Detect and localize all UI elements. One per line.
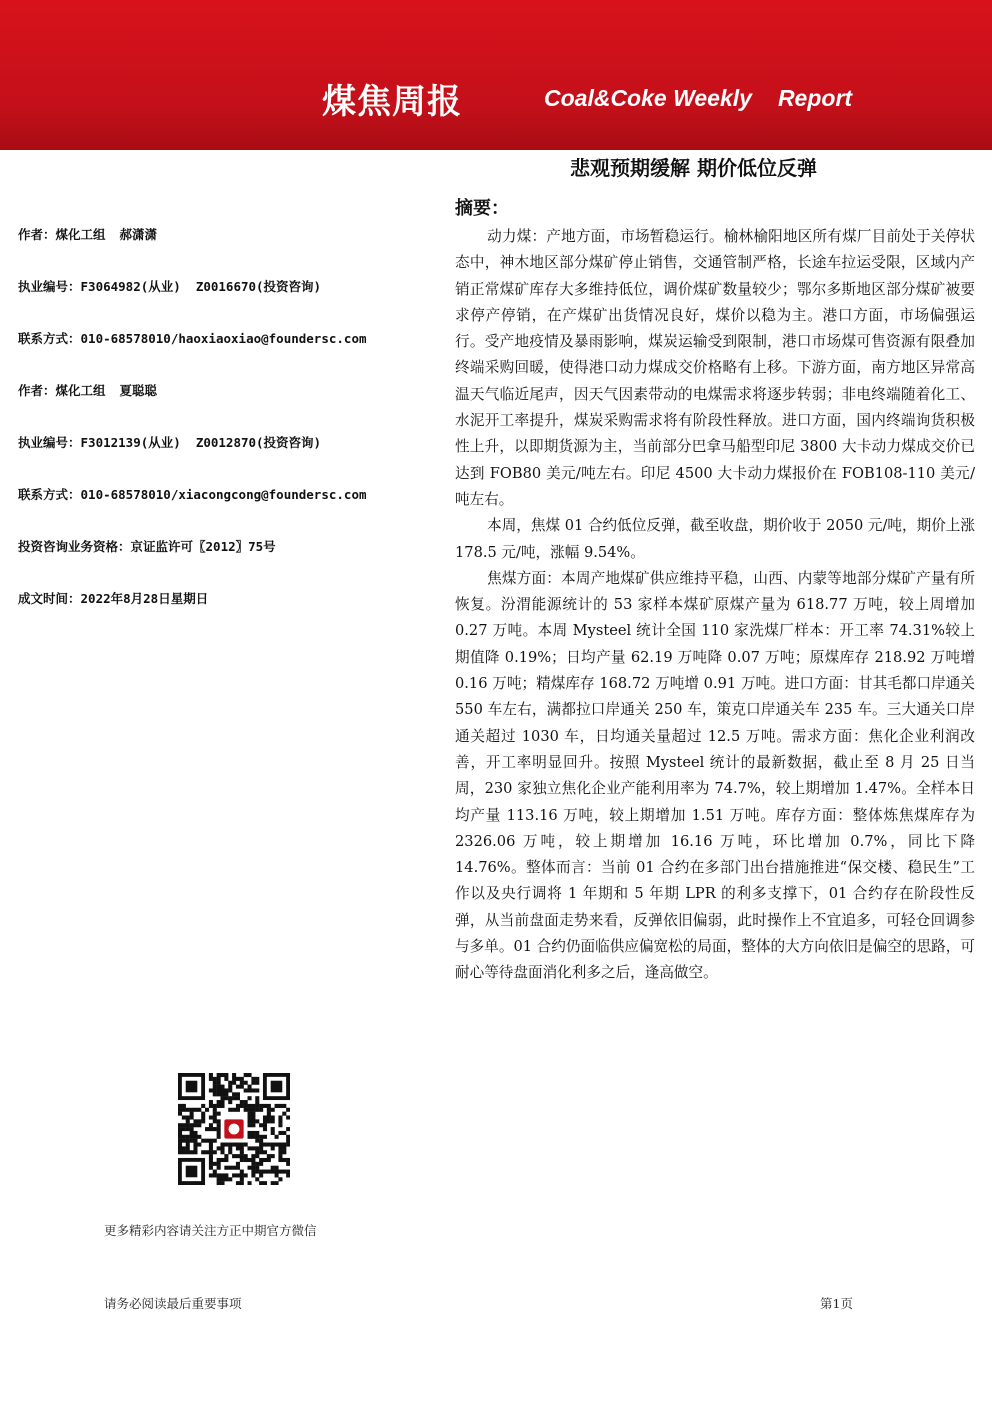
meta-value: F3064982(从业) Z0016670(投资咨询)	[80, 279, 322, 294]
qr-code-icon[interactable]	[178, 1073, 290, 1185]
page-number: 第1页	[820, 1296, 853, 1311]
meta-label: 联系方式：	[18, 331, 81, 346]
meta-label: 成文时间：	[18, 591, 81, 606]
qualification-row	[18, 538, 428, 590]
meta-value: 煤化工组	[55, 227, 106, 242]
author-row	[18, 382, 428, 434]
footer-notice: 请务必阅读最后重要事项	[104, 1296, 242, 1311]
meta-value: 京证监许可〖2012〗75号	[130, 539, 276, 554]
meta-label: 联系方式：	[18, 487, 81, 502]
meta-value: 煤化工组	[55, 383, 106, 398]
contact-link[interactable]: 010-68578010/xiacongcong@foundersc.com	[80, 487, 367, 502]
report-title-cn: 煤焦周报	[322, 82, 462, 122]
license-row	[18, 278, 428, 330]
meta-label: 执业编号：	[18, 279, 81, 294]
license-row	[18, 434, 428, 486]
author-name: 夏聪聪	[119, 383, 158, 398]
meta-label: 作者：	[18, 383, 56, 398]
report-title-en-part2: Report	[777, 85, 853, 111]
date-row	[18, 590, 428, 642]
author-name: 郝潇潇	[119, 227, 158, 242]
author-info	[18, 226, 428, 642]
meta-label: 执业编号：	[18, 435, 81, 450]
report-title-en-part1: Coal&Coke Weekly	[544, 85, 752, 111]
contact-link[interactable]: 010-68578010/haoxiaoxiao@foundersc.com	[80, 331, 367, 346]
report-title-en	[544, 85, 852, 112]
qr-caption: 更多精彩内容请关注方正中期官方微信	[104, 1223, 317, 1238]
meta-value: F3012139(从业) Z0012870(投资咨询)	[80, 435, 322, 450]
meta-label: 投资咨询业务资格：	[18, 539, 131, 554]
meta-value: 2022年8月28日星期日	[80, 591, 209, 606]
document-title: 悲观预期缓解 期价低位反弹	[570, 156, 817, 180]
summary-heading: 摘要：	[455, 198, 509, 219]
qr-code-graphic	[178, 1073, 290, 1185]
summary-paragraph: 焦煤方面：本周产地煤矿供应维持平稳，山西、内蒙等地部分煤矿产量有所恢复。汾渭能源统计的 53 家样本煤矿原煤产量为 618.77 万吨，较上周增加 0.27 万吨。本周 Mysteel 统计全国 110 家洗煤厂样本：开工率 74.31%较上期值降 0.19%；日均产量 62.19 万吨降 0.07 万吨；原煤库存 218.92 万吨增 0.16 万吨；精煤库存 168.72 万吨增 0.91 万吨。进口方面：甘其毛都口岸通关 550 车左右，满都拉口岸通关 250 车，策克口岸通关车 235 车。三大通关口岸通关超过 1030 车，日均通关量超过 12.5 万吨。需求方面：焦化企业利润改善，开工率明显回升。按照 Mysteel 统计的最新数据，截止至 8 月 25 日当周，230 家独立焦化企业产能利用率为 74.7%，较上期增加 1.47%。全样本日均产量 113.16 万吨，较上期增加 1.51 万吨。库存方面：整体炼焦煤库存为 2326.06 万吨，较上期增加 16.16 万吨，环比增加 0.7%，同比下降 14.76%。整体而言：当前 01 合约在多部门出台措施推进“保交楼、稳民生”工作以及央行调将 1 年期和 5 年期 LPR 的利多支撑下，01 合约存在阶段性反弹，从当前盘面走势来看，反弹依旧偏弱，此时操作上不宜追多，可轻仓回调参与多单。01 合约仍面临供应偏宽松的局面，整体的大方向依旧是偏空的思路，可耐心等待盘面消化利多之后，逢高做空。	[455, 569, 975, 982]
contact-row	[18, 330, 428, 382]
header-banner	[0, 0, 992, 150]
summary-paragraph: 动力煤：产地方面，市场暂稳运行。榆林榆阳地区所有煤厂目前处于关停状态中，神木地区部分煤矿停止销售，交通管制严格，长途车拉运受限，区域内产销正常煤矿库存大多维持低位，调价煤矿数量较少；鄂尔多斯地区部分煤矿被要求停产停销，在产煤矿出货情况良好，煤价以稳为主。港口方面，市场偏强运行。受产地疫情及暴雨影响，煤炭运输受到限制，港口市场煤可售资源有限叠加终端采购回暖，使得港口动力煤成交价格略有上移。下游方面，南方地区异常高温天气临近尾声，因天气因素带动的电煤需求将逐步转弱；非电终端随着化工、水泥开工率提升，煤炭采购需求将有阶段性释放。进口方面，国内终端询货积极性上升，以即期货源为主，当前部分巴拿马船型印尼 3800 大卡动力煤成交价已达到 FOB80 美元/吨左右。印尼 4500 大卡动力煤报价在 FOB108-110 美元/吨左右。	[455, 228, 975, 508]
summary-section	[455, 194, 975, 987]
author-row	[18, 226, 428, 278]
summary-paragraph: 本周，焦煤 01 合约低位反弹，截至收盘，期价收于 2050 元/吨，期价上涨 178.5 元/吨，涨幅 9.54%。	[455, 517, 975, 561]
meta-label: 作者：	[18, 227, 56, 242]
contact-row	[18, 486, 428, 538]
